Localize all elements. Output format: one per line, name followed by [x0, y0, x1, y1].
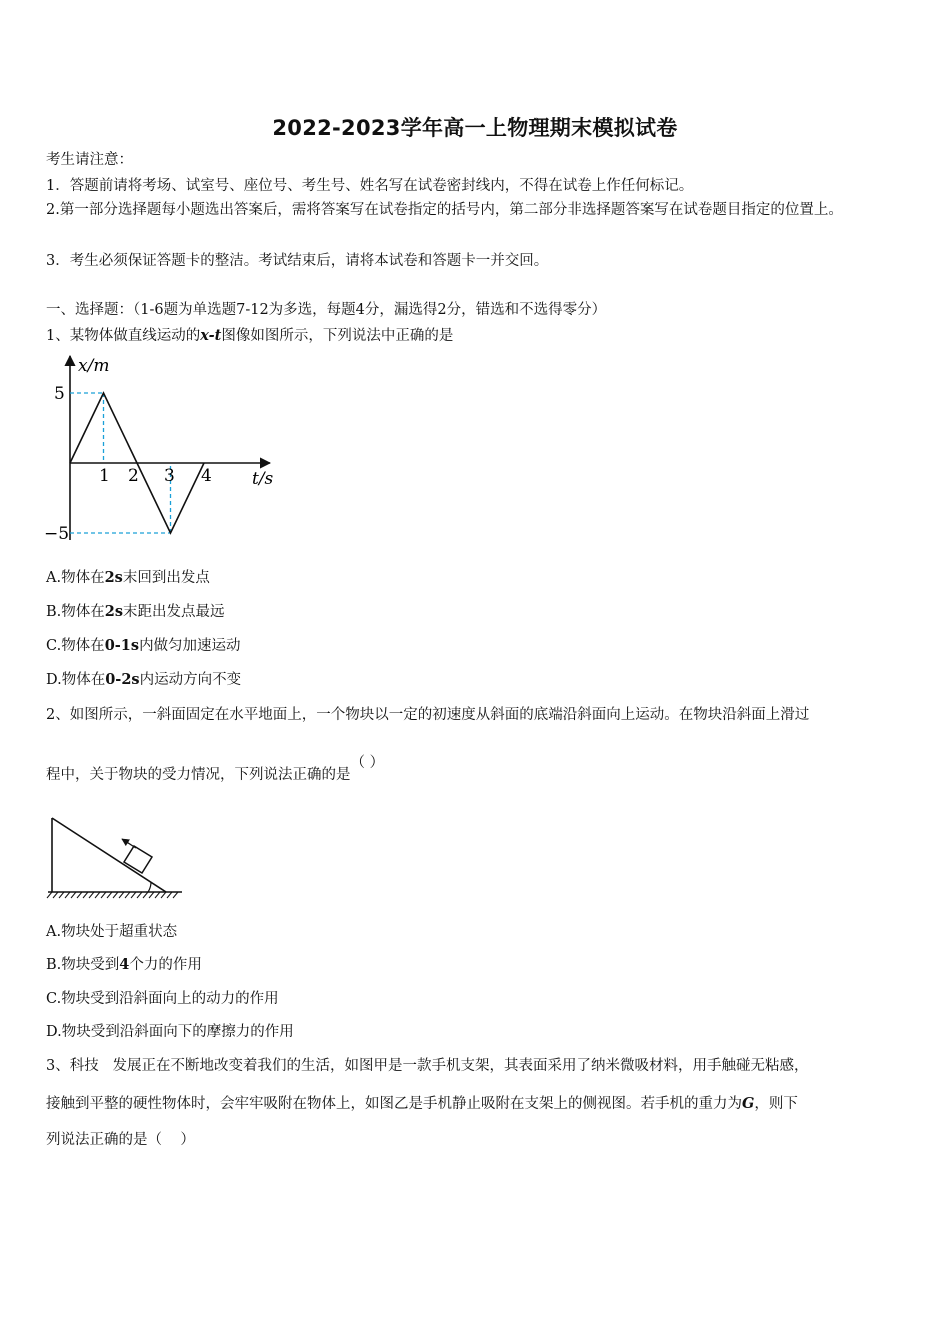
notice-heading: 考生请注意：	[46, 152, 133, 168]
option-text-post: 末回到出发点	[122, 570, 210, 586]
angle-arc	[148, 882, 151, 892]
q2-option-b[interactable]	[46, 955, 202, 975]
option-text-em: 2s	[104, 569, 123, 586]
option-text-pre: 物体在	[61, 604, 105, 620]
q1-stem-var: x-t	[200, 327, 222, 344]
q1-option-d[interactable]	[46, 670, 241, 690]
q3-stem-post: ，则下	[754, 1096, 798, 1112]
block	[124, 846, 152, 873]
option-text-pre: 物体在	[61, 638, 105, 654]
option-text-em: 0-1s	[104, 637, 140, 654]
page-title: 2022-2023学年高一上物理期末模拟试卷	[272, 116, 678, 140]
q1-stem	[46, 326, 453, 346]
hatch-mark	[83, 892, 88, 898]
x-tick-4: 4	[201, 466, 212, 486]
q2-incline-figure	[44, 812, 189, 907]
q1-stem-post: 图像如图所示，下列说法中正确的是	[221, 328, 454, 344]
option-text-post: 内做匀加速运动	[139, 638, 241, 654]
hatch-mark	[143, 892, 148, 898]
option-letter: C.	[46, 991, 62, 1007]
q2-stem-text: 程中，关于物块的受力情况，下列说法正确的是	[46, 767, 351, 783]
option-text-pre: 物体在	[61, 570, 105, 586]
hatch-mark	[161, 892, 166, 898]
option-letter: D.	[46, 1024, 62, 1040]
option-letter: C.	[46, 638, 62, 654]
notice-item-2: 2.第一部分选择题每小题选出答案后，需将答案写在试卷指定的括号内，第二部分非选择题答案写在试卷题目指定的位置上。	[46, 202, 843, 218]
q3-stem-var: G	[742, 1095, 755, 1112]
hatch-mark	[107, 892, 112, 898]
x-tick-2: 2	[128, 466, 139, 486]
hatch-mark	[101, 892, 106, 898]
y-axis-label: x/m	[78, 356, 110, 376]
hatch-mark	[137, 892, 142, 898]
section-heading: 一、选择题：（1-6题为单选题7-12为多选，每题4分，漏选得2分，错选和不选得零分）	[46, 302, 607, 318]
hatch-mark	[95, 892, 100, 898]
option-text-em: 0-2s	[105, 671, 140, 688]
option-text-em: 4	[119, 956, 130, 973]
hatch-mark	[119, 892, 124, 898]
q2-stem-line1: 2、如图所示，一斜面固定在水平地面上，一个物块以一定的初速度从斜面的底端沿斜面向上运动。在物块沿斜面上滑过	[46, 707, 810, 723]
hatch-mark	[47, 892, 52, 898]
option-letter: D.	[46, 672, 62, 688]
hatch-mark	[71, 892, 76, 898]
hatch-mark	[131, 892, 136, 898]
q2-option-c[interactable]	[46, 989, 279, 1009]
velocity-arrow	[122, 839, 136, 848]
x-axis-label: t/s	[252, 469, 274, 489]
option-text-post: 个力的作用	[129, 957, 202, 973]
x-tick-3: 3	[164, 466, 175, 486]
ground-hatch	[47, 892, 178, 898]
q3-stem-line1: 3、科技 发展正在不断地改变着我们的生活，如图甲是一款手机支架，其表面采用了纳米微吸材料，用手触碰无粘感，	[46, 1058, 809, 1074]
q1-option-a[interactable]	[46, 568, 210, 588]
hatch-mark	[149, 892, 154, 898]
option-letter: B.	[46, 957, 62, 973]
q1-stem-pre: 1、某物体做直线运动的	[46, 328, 201, 344]
q2-stem-line2	[46, 755, 385, 785]
notice-item-3: 3．考生必须保证答题卡的整洁。考试结束后，请将本试卷和答题卡一并交回。	[46, 253, 549, 269]
q1-option-c[interactable]	[46, 636, 241, 656]
option-text-pre: 物块受到	[61, 957, 120, 973]
option-text-em: 2s	[104, 603, 124, 620]
option-text: 物块处于超重状态	[61, 924, 178, 940]
option-text: 物块受到沿斜面向下的摩擦力的作用	[61, 1024, 294, 1040]
q2-option-d[interactable]	[46, 1022, 294, 1042]
q3-stem-line2	[46, 1094, 798, 1114]
q3-stem-line3: 列说法正确的是（ ）	[46, 1132, 195, 1148]
hatch-mark	[89, 892, 94, 898]
hatch-mark	[125, 892, 130, 898]
option-letter: A.	[46, 570, 62, 586]
hatch-mark	[65, 892, 70, 898]
q1-xt-graph	[40, 350, 290, 550]
hatch-mark	[53, 892, 58, 898]
option-text-post: 内运动方向不变	[139, 672, 242, 688]
x-tick-1: 1	[99, 466, 110, 486]
q1-option-b[interactable]	[46, 602, 225, 622]
option-text-pre: 物体在	[61, 672, 106, 688]
notice-item-1: 1．答题前请将考场、试室号、座位号、考生号、姓名写在试卷密封线内，不得在试卷上作任何标记。	[46, 178, 694, 194]
hatch-mark	[155, 892, 160, 898]
y-tick-neg5: −5	[44, 524, 70, 544]
option-text-post: 末距出发点最远	[123, 604, 225, 620]
hatch-mark	[77, 892, 82, 898]
hatch-mark	[173, 892, 178, 898]
option-letter: B.	[46, 604, 62, 620]
q3-stem-text: 接触到平整的硬性物体时，会牢牢吸附在物体上，如图乙是手机静止吸附在支架上的侧视图。若手机的重力为	[46, 1096, 742, 1112]
y-tick-5: 5	[54, 384, 65, 404]
option-text: 物块受到沿斜面向上的动力的作用	[61, 991, 279, 1007]
q2-answer-bracket: （ ）	[350, 755, 385, 771]
q2-option-a[interactable]	[46, 922, 177, 942]
hatch-mark	[113, 892, 118, 898]
hatch-mark	[59, 892, 64, 898]
hatch-mark	[167, 892, 172, 898]
option-letter: A.	[46, 924, 62, 940]
